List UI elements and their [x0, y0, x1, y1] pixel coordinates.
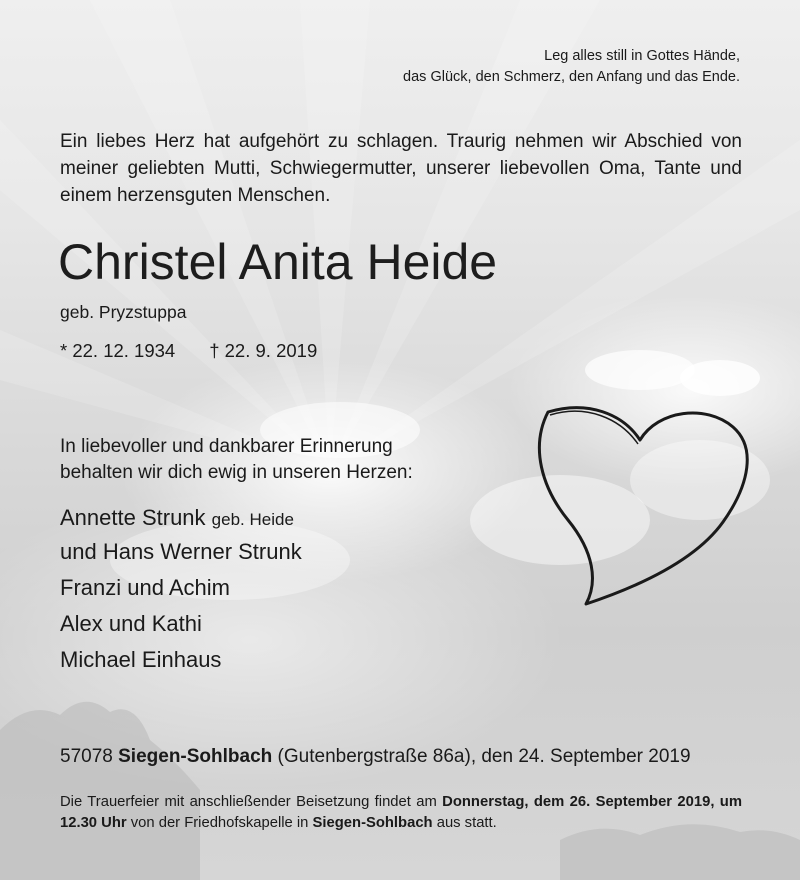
mourner-item: [60, 608, 480, 640]
town: Siegen-Sohlbach: [118, 746, 273, 767]
mourner-item: [60, 572, 480, 604]
remembrance-text: [60, 434, 480, 486]
maiden-name: geb. Pryzstuppa: [60, 302, 187, 322]
funeral-service-info: [60, 792, 742, 834]
mourner-note: geb. Heide: [211, 510, 294, 529]
service-date: Donnerstag, dem 26. September 2019, um 12.30 Uhr: [60, 794, 743, 831]
intro-paragraph: Ein liebes Herz hat aufgehört zu schlagen. Traurig nehmen wir Abschied von meiner geliebten Mutti, Schwiegermutter, unserer liebevollen Oma, Tante und einem herzensguten Menschen.: [60, 131, 742, 206]
death-date: † 22. 9. 2019: [209, 340, 318, 361]
motto-line-2: das Glück, den Schmerz, den Anfang und das Ende.: [403, 68, 740, 85]
birth-date: * 22. 12. 1934: [60, 340, 176, 361]
life-dates: [60, 338, 317, 364]
mourner-name: und Hans Werner Strunk: [60, 539, 302, 564]
mourner-name: Michael Einhaus: [60, 647, 222, 672]
service-text-3: aus statt.: [436, 815, 497, 831]
heart-outline-icon: [528, 392, 758, 614]
service-text-1: Die Trauerfeier mit anschließender Beisetzung findet am: [60, 794, 437, 810]
mourner-name: Annette Strunk: [60, 505, 206, 530]
remembrance-line-1: In liebevoller und dankbarer Erinnerung: [60, 436, 393, 457]
postcode: 57078: [60, 746, 113, 767]
street-and-date: (Gutenbergstraße 86a), den 24. September 2019: [277, 746, 691, 767]
mourner-name: Alex und Kathi: [60, 611, 202, 636]
mourner-name: Franzi und Achim: [60, 575, 230, 600]
mourner-item: [60, 644, 480, 676]
place-and-date: [60, 744, 742, 770]
deceased-name: Christel Anita Heide: [58, 234, 498, 290]
service-text-2: von der Friedhofskapelle in: [130, 815, 309, 831]
remembrance-line-2: behalten wir dich ewig in unseren Herzen:: [60, 462, 413, 483]
mourner-item: [60, 502, 480, 536]
mourner-item: [60, 536, 480, 568]
service-location: Siegen-Sohlbach: [312, 815, 433, 831]
motto-line-1: Leg alles still in Gottes Hände,: [544, 48, 740, 64]
mourners-list: [60, 502, 480, 676]
motto: [300, 46, 740, 87]
